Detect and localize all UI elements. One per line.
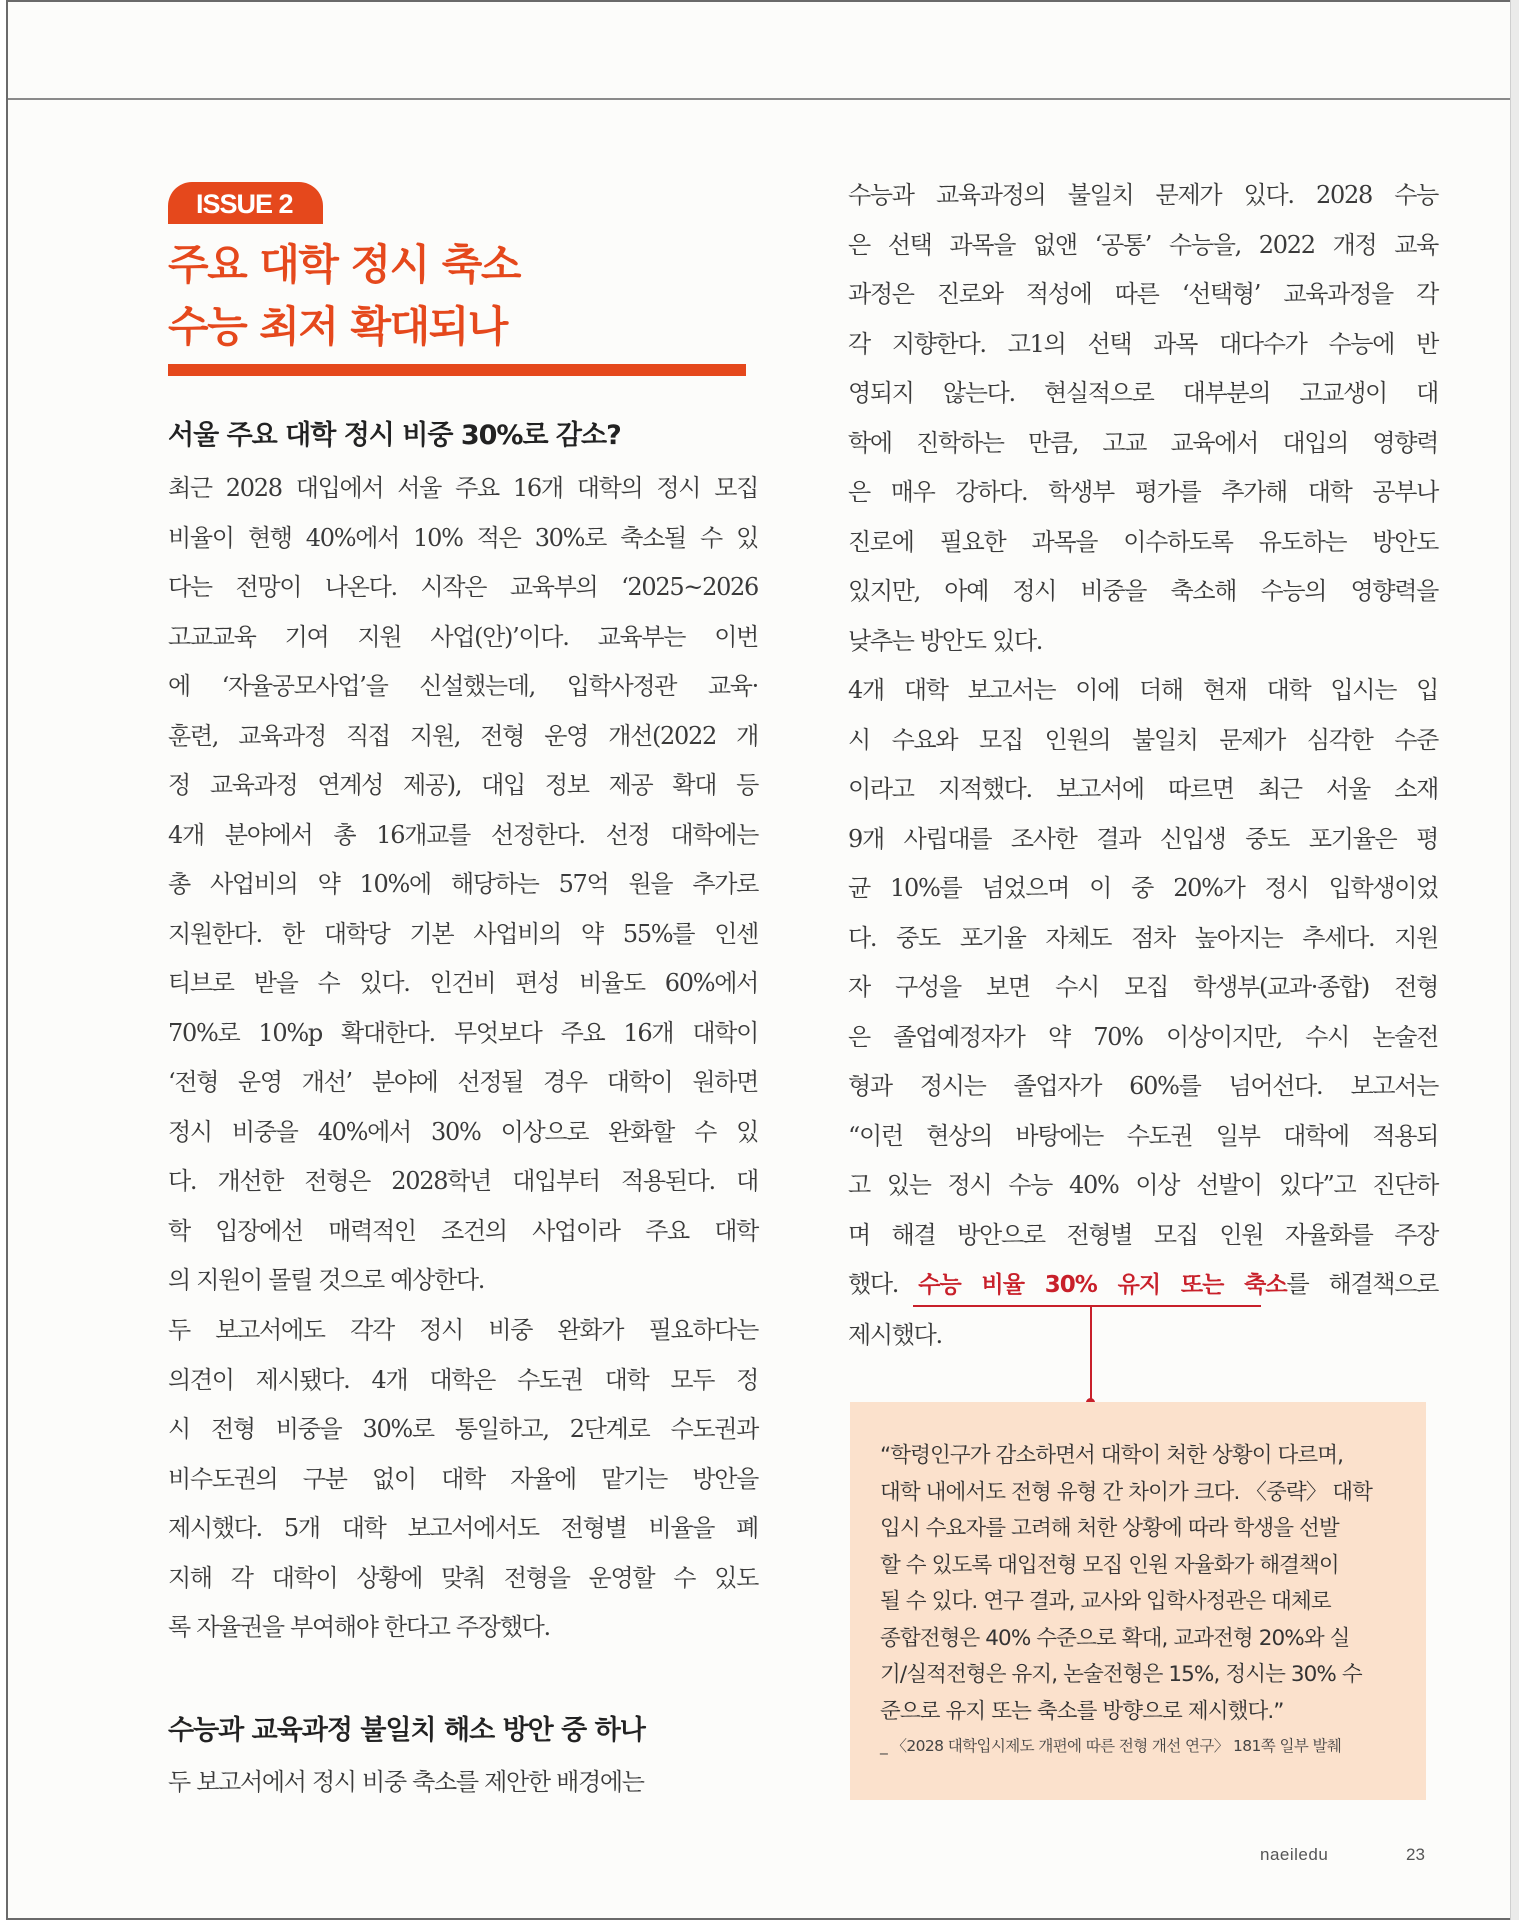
text-line: ‘전형 운영 개선’ 분야에 선정될 경우 대학이 원하면: [168, 1068, 758, 1096]
section-heading: 서울 주요 대학 정시 비중 30%로 감소?: [168, 420, 621, 451]
text-line: 비수도권의 구분 없이 대학 자율에 맡기는 방안을: [168, 1464, 758, 1493]
text-line: 정 교육과정 연계성 제공), 대입 정보 제공 확대 등: [168, 771, 758, 799]
text-run: 했다.: [848, 1270, 919, 1298]
text-line: 다. 중도 포기율 자체도 점차 높아지는 추세다. 지원: [848, 923, 1438, 952]
text-line: 4개 대학 보고서는 이에 더해 현재 대학 입시는 입: [848, 676, 1438, 704]
text-line: 자 구성을 보면 수시 모집 학생부(교과·종합) 전형: [848, 973, 1438, 1001]
text-line: 9개 사립대를 조사한 결과 신입생 중도 포기율은 평: [848, 824, 1438, 853]
text-line: 지해 각 대학이 상황에 맞춰 전형을 운영할 수 있도: [168, 1563, 758, 1592]
section2-paragraph-2: [848, 666, 1438, 1360]
text-line: 은 매우 강하다. 학생부 평가를 추가해 대학 공부나: [848, 478, 1438, 506]
text-line: 기/실적전형은 유지, 논술전형은 15%, 정시는 30% 수: [880, 1662, 1362, 1687]
section2-paragraph-1-start: [168, 1758, 758, 1808]
text-line: 과정은 진로와 적성에 따른 ‘선택형’ 교육과정을 각: [848, 280, 1438, 308]
text-line: 진로에 필요한 과목을 이수하도록 유도하는 방안도: [848, 527, 1438, 556]
text-line: 학에 진학하는 만큼, 고교 교육에서 대입의 영향력: [848, 428, 1438, 457]
quote-text: [880, 1438, 1400, 1730]
text-line: 고 있는 정시 수능 40% 이상 선발이 있다”고 진단하: [848, 1171, 1438, 1199]
headline-line: 주요 대학 정시 축소: [168, 240, 520, 289]
text-line: 며 해결 방안으로 전형별 모집 인원 자율화를 주장: [848, 1220, 1438, 1249]
text-line: 훈련, 교육과정 직접 지원, 전형 운영 개선(2022 개: [168, 721, 758, 750]
section-heading: 수능과 교육과정 불일치 해소 방안 중 하나: [168, 1715, 645, 1746]
section2-paragraph-1-cont: [848, 171, 1438, 666]
text-line: 수능과 교육과정의 불일치 문제가 있다. 2028 수능: [848, 181, 1438, 209]
headline-line: 수능 최저 확대되나: [168, 302, 507, 351]
text-run: 를 해결책으로: [1286, 1270, 1438, 1298]
top-rule: [8, 98, 1516, 100]
text-line: 티브로 받을 수 있다. 인건비 편성 비율도 60%에서: [168, 969, 758, 997]
headline-rule: [168, 364, 746, 376]
text-line: “학령인구가 감소하면서 대학이 처한 상황이 다르며,: [880, 1443, 1344, 1468]
text-line: 시 수요와 모집 인원의 불일치 문제가 심각한 수준: [848, 725, 1438, 754]
text-line: 다는 전망이 나온다. 시작은 교육부의 ‘2025~2026: [168, 573, 758, 601]
text-line: 준으로 유지 또는 축소를 방향으로 제시했다.”: [880, 1698, 1284, 1724]
text-line: 70%로 10%p 확대한다. 무엇보다 주요 16개 대학이: [168, 1018, 758, 1047]
text-line: 지원한다. 한 대학당 기본 사업비의 약 55%를 인센: [168, 919, 758, 948]
text-line: 비율이 현행 40%에서 10% 적은 30%로 축소될 수 있: [168, 523, 758, 552]
section1-paragraph-2: [168, 1306, 758, 1653]
para-lines: [848, 666, 1438, 1260]
highlight-line: [848, 1260, 1438, 1311]
page-number: 23: [1406, 1845, 1425, 1864]
text-line: 시 전형 비중을 30%로 통일하고, 2단계로 수도권과: [168, 1415, 758, 1443]
text-line: 영되지 않는다. 현실적으로 대부분의 고교생이 대: [848, 379, 1438, 407]
text-line: 두 보고서에서 정시 비중 축소를 제안한 배경에는: [168, 1768, 644, 1796]
text-line: 의 지원이 몰릴 것으로 예상한다.: [168, 1266, 485, 1294]
text-line: 다. 개선한 전형은 2028학년 대입부터 적용된다. 대: [168, 1167, 758, 1195]
text-line: 종합전형은 40% 수준으로 확대, 교과전형 20%와 실: [880, 1625, 1350, 1651]
page-edge: [1510, 0, 1519, 1920]
quote-box: [850, 1402, 1426, 1800]
callout-connector-line: [1090, 1305, 1092, 1401]
text-line: 낮추는 방안도 있다.: [848, 626, 1043, 655]
text-line: 형과 정시는 졸업자가 60%를 넘어선다. 보고서는: [848, 1072, 1438, 1100]
text-line: 은 졸업예정자가 약 70% 이상이지만, 수시 논술전: [848, 1022, 1438, 1051]
text-line: 이라고 지적했다. 보고서에 따르면 최근 서울 소재: [848, 775, 1438, 803]
text-line: 입시 수요자를 고려해 처한 상황에 따라 학생을 선발: [880, 1516, 1339, 1541]
text-line: 은 선택 과목을 없앤 ‘공통’ 수능을, 2022 개정 교육: [848, 230, 1438, 259]
text-line: 할 수 있도록 대입전형 모집 인원 자율화가 해결책이: [880, 1552, 1339, 1578]
text-line: 균 10%를 넘었으며 이 중 20%가 정시 입학생이었: [848, 874, 1438, 902]
text-line: 제시했다. 5개 대학 보고서에서도 전형별 비율을 폐: [168, 1514, 758, 1542]
text-line: 대학 내에서도 전형 유형 간 차이가 크다. 〈중략〉 대학: [880, 1479, 1372, 1505]
text-line: 학 입장에선 매력적인 조건의 사업이라 주요 대학: [168, 1216, 758, 1245]
text-line: 고교교육 기여 지원 사업(안)’이다. 교육부는 이번: [168, 622, 758, 651]
text-line: 정시 비중을 40%에서 30% 이상으로 완화할 수 있: [168, 1117, 758, 1146]
text-line: 각 지향한다. 고1의 선택 과목 대다수가 수능에 반: [848, 329, 1438, 358]
footer-brand: naeiledu: [1260, 1845, 1329, 1864]
headline: [168, 234, 520, 358]
text-line: 제시했다.: [848, 1320, 942, 1349]
text-line: 에 ‘자율공모사업’을 신설했는데, 입학사정관 교육·: [168, 672, 758, 700]
text-line: 두 보고서에도 각각 정시 비중 완화가 필요하다는: [168, 1316, 758, 1344]
text-line: 록 자율권을 부여해야 한다고 주장했다.: [168, 1613, 550, 1641]
text-line: 4개 분야에서 총 16개교를 선정한다. 선정 대학에는: [168, 820, 758, 849]
highlight-underline: [913, 1305, 1261, 1307]
issue-badge: ISSUE 2: [168, 182, 323, 224]
text-line: 최근 2028 대입에서 서울 주요 16개 대학의 정시 모집: [168, 474, 758, 502]
section1-paragraph-1: [168, 464, 758, 1306]
magazine-page: [6, 0, 1518, 1920]
text-line: 의견이 제시됐다. 4개 대학은 수도권 대학 모두 정: [168, 1365, 758, 1394]
text-line: 있지만, 아예 정시 비중을 축소해 수능의 영향력을: [848, 577, 1438, 605]
highlight-text: 수능 비율 30% 유지 또는 축소: [918, 1272, 1287, 1298]
text-line: 총 사업비의 약 10%에 해당하는 57억 원을 추가로: [168, 870, 758, 898]
quote-source: _ 〈2028 대학입시제도 개편에 따른 전형 개선 연구〉 181쪽 일부 발췌: [880, 1737, 1342, 1755]
text-line: 될 수 있다. 연구 결과, 교사와 입학사정관은 대체로: [880, 1589, 1331, 1614]
text-line: “이런 현상의 바탕에는 수도권 일부 대학에 적용되: [848, 1121, 1438, 1150]
